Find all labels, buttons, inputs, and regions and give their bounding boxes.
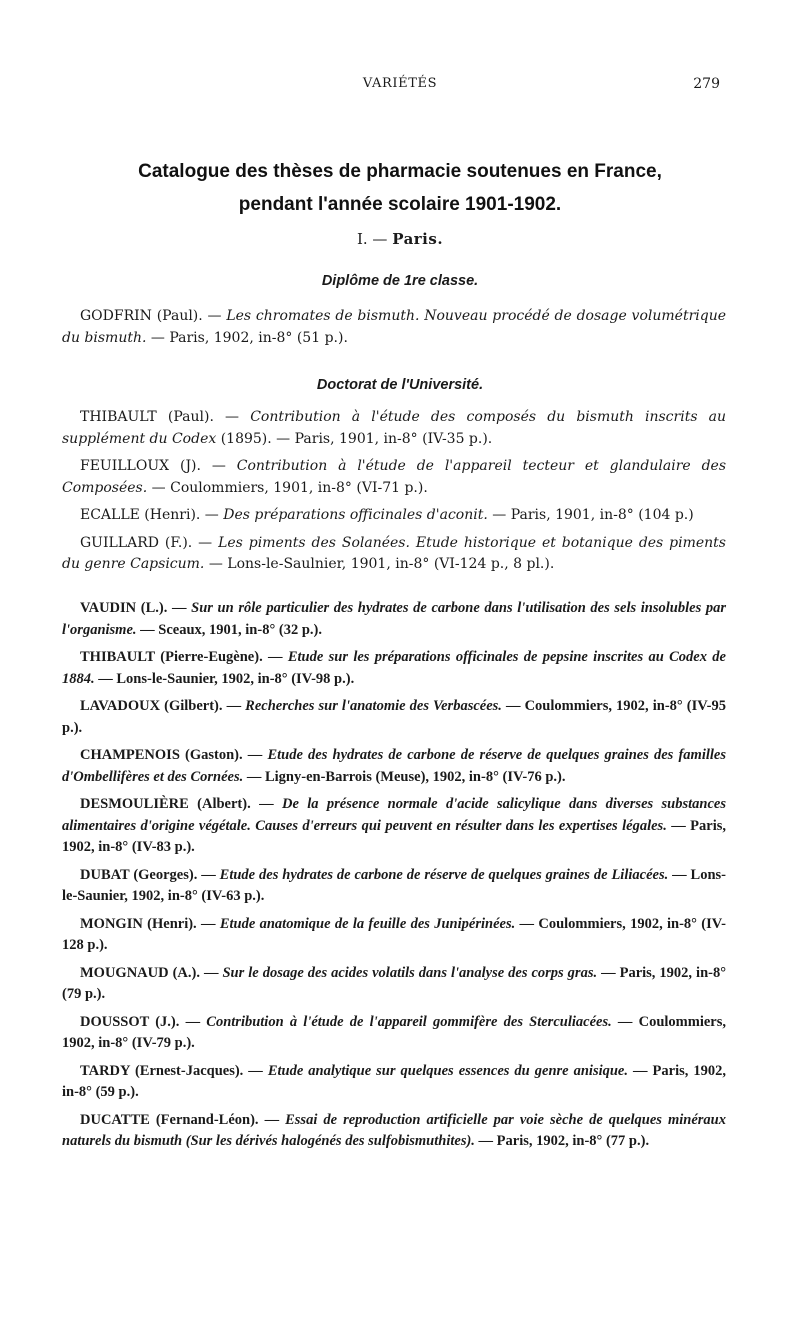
thesis-entry	[62, 794, 726, 859]
entry-author: FEUILLOUX (J). —	[80, 458, 237, 474]
entry-details: — Lons-le-Saunier, 1902, in-8° (IV-98 p.).	[94, 670, 355, 687]
catalogue-title	[60, 155, 740, 221]
diploma-entries	[62, 306, 726, 355]
section-heading-paris	[0, 230, 800, 248]
thesis-entry	[62, 914, 726, 957]
entry-author: ECALLE (Henri). —	[80, 507, 224, 523]
diploma-heading: Diplôme de 1re classe.	[321, 273, 479, 289]
thesis-entry	[62, 407, 726, 450]
entry-author: DESMOULIÈRE (Albert). —	[80, 796, 282, 812]
thesis-entry	[62, 745, 726, 788]
entry-author: DUBAT (Georges). —	[80, 866, 220, 883]
entry-work: De la présence normale d'acide salicylique dans diverses substances alimentaires d'origine végétale. Causes d'erreurs qui peuvent en résulter dans les expertises légales.	[62, 796, 726, 834]
entry-author: THIBAULT (Paul). —	[80, 409, 251, 425]
entry-author: DOUSSOT (J.). —	[80, 1013, 207, 1030]
entry-author: MONGIN (Henri). —	[80, 915, 220, 932]
entry-author: TARDY (Ernest-Jacques). —	[80, 1062, 268, 1079]
entry-details: — Paris, 1902, in-8° (IV-83 p.).	[62, 817, 727, 855]
entry-author: GUILLARD (F.). —	[80, 534, 219, 551]
running-head-title: VARIÉTÉS	[362, 76, 438, 91]
running-head	[80, 76, 720, 96]
entry-work: Les chromates de bismuth. Nouveau procédé de dosage volumétrique du bismuth.	[62, 308, 726, 346]
thesis-entry	[62, 1110, 726, 1153]
entry-work: Essai de reproduction artificielle par voie sèche de quelques minéraux naturels du bismuth (Sur les dérivés halogénés des sulfobismuthites).	[62, 1111, 726, 1149]
entry-details: — Lons-le-Saunier, 1902, in-8° (IV-63 p.).	[62, 866, 726, 904]
entry-details: — Ligny-en-Barrois (Meuse), 1902, in-8° (IV-76 p.).	[243, 768, 566, 785]
page-number: 279	[693, 76, 720, 92]
thesis-entry	[62, 505, 726, 527]
entry-details: — Paris, 1901, in-8° (104 p.)	[487, 507, 694, 523]
entry-details: — Lons-le-Saulnier, 1901, in-8° (VI-124 p., 8 pl.).	[204, 556, 555, 572]
entry-details: — Coulommiers, 1902, in-8° (IV-128 p.).	[62, 915, 726, 953]
entry-work: Etude analytique sur quelques essences du genre anisique.	[267, 1062, 628, 1079]
entry-details: — Coulommiers, 1901, in-8° (VI-71 p.).	[147, 479, 428, 496]
entry-work: Recherches sur l'anatomie des Verbascées.	[245, 698, 502, 714]
section-number: I. —	[356, 230, 388, 248]
entry-work: Etude anatomique de la feuille des Junipérinées.	[219, 915, 516, 932]
thesis-entry	[62, 963, 726, 1006]
entry-work: Les piments des Solanées. Etude historique et botanique des piments du genre Capsicum.	[62, 534, 726, 572]
entry-details: — Paris, 1902, in-8° (77 p.).	[474, 1133, 650, 1149]
entry-details: — Coulommiers, 1902, in-8° (IV-79 p.).	[62, 1013, 726, 1051]
entry-author: CHAMPENOIS (Gaston). —	[80, 747, 268, 763]
entry-author: VAUDIN (L.). —	[80, 600, 192, 616]
thesis-entry	[62, 598, 726, 641]
entry-work: Etude des hydrates de carbone de réserve de quelques graines de Liliacées.	[219, 866, 669, 883]
thesis-entry	[62, 696, 726, 739]
doctorate-entries-second	[62, 598, 726, 1159]
entry-author: DUCATTE (Fernand-Léon). —	[80, 1111, 286, 1128]
entry-details: — Sceaux, 1901, in-8° (32 p.).	[136, 621, 322, 638]
entry-details: — Paris, 1902, in-8° (59 p.).	[62, 1062, 727, 1100]
entry-work: Etude sur les préparations officinales de pepsine inscrites au Codex de 1884.	[62, 649, 726, 687]
catalogue-title-line-1: Catalogue des thèses de pharmacie soutenues en France,	[138, 161, 662, 182]
entry-details: (1895). — Paris, 1901, in-8° (IV-35 p.).	[216, 430, 493, 447]
entry-work: Sur le dosage des acides volatils dans l'analyse des corps gras.	[222, 964, 598, 981]
thesis-entry	[62, 1061, 726, 1104]
entry-author: MOUGNAUD (A.). —	[80, 964, 223, 981]
entry-work: Contribution à l'étude de l'appareil tecteur et glandulaire des Composées.	[62, 458, 727, 496]
entry-details: — Coulommiers, 1902, in-8° (IV-95 p.).	[62, 698, 726, 736]
entry-author: LAVADOUX (Gilbert). —	[80, 698, 246, 714]
thesis-entry	[62, 533, 726, 576]
entry-work: Etude des hydrates de carbone de réserve de quelques graines des familles d'Ombellifères et des Cornées.	[62, 747, 726, 785]
thesis-entry	[62, 456, 726, 499]
entry-work: Contribution à l'étude des composés du bismuth inscrits au supplément du Codex	[62, 409, 727, 447]
thesis-entry	[62, 1012, 726, 1055]
entry-author: GODFRIN (Paul). —	[80, 308, 227, 324]
entry-details: — Paris, 1902, in-8° (51 p.).	[146, 329, 348, 346]
thesis-entry	[62, 647, 726, 690]
entry-work: Contribution à l'étude de l'appareil gommifère des Sterculiacées.	[206, 1013, 612, 1030]
section-city: Paris.	[392, 230, 444, 248]
entry-author: THIBAULT (Pierre-Eugène). —	[80, 649, 288, 665]
catalogue-title-line-2: pendant l'année scolaire 1901-1902.	[238, 194, 562, 215]
entry-work: Sur un rôle particulier des hydrates de carbone dans l'utilisation des sels insolubles par l'organisme.	[62, 600, 726, 638]
thesis-entry	[62, 306, 726, 349]
entry-work: Des préparations officinales d'aconit.	[223, 507, 488, 523]
entry-details: — Paris, 1902, in-8° (79 p.).	[62, 964, 727, 1002]
doctorate-heading: Doctorat de l'Université.	[316, 377, 484, 393]
thesis-entry	[62, 865, 726, 908]
doctorate-entries-first	[62, 407, 726, 582]
